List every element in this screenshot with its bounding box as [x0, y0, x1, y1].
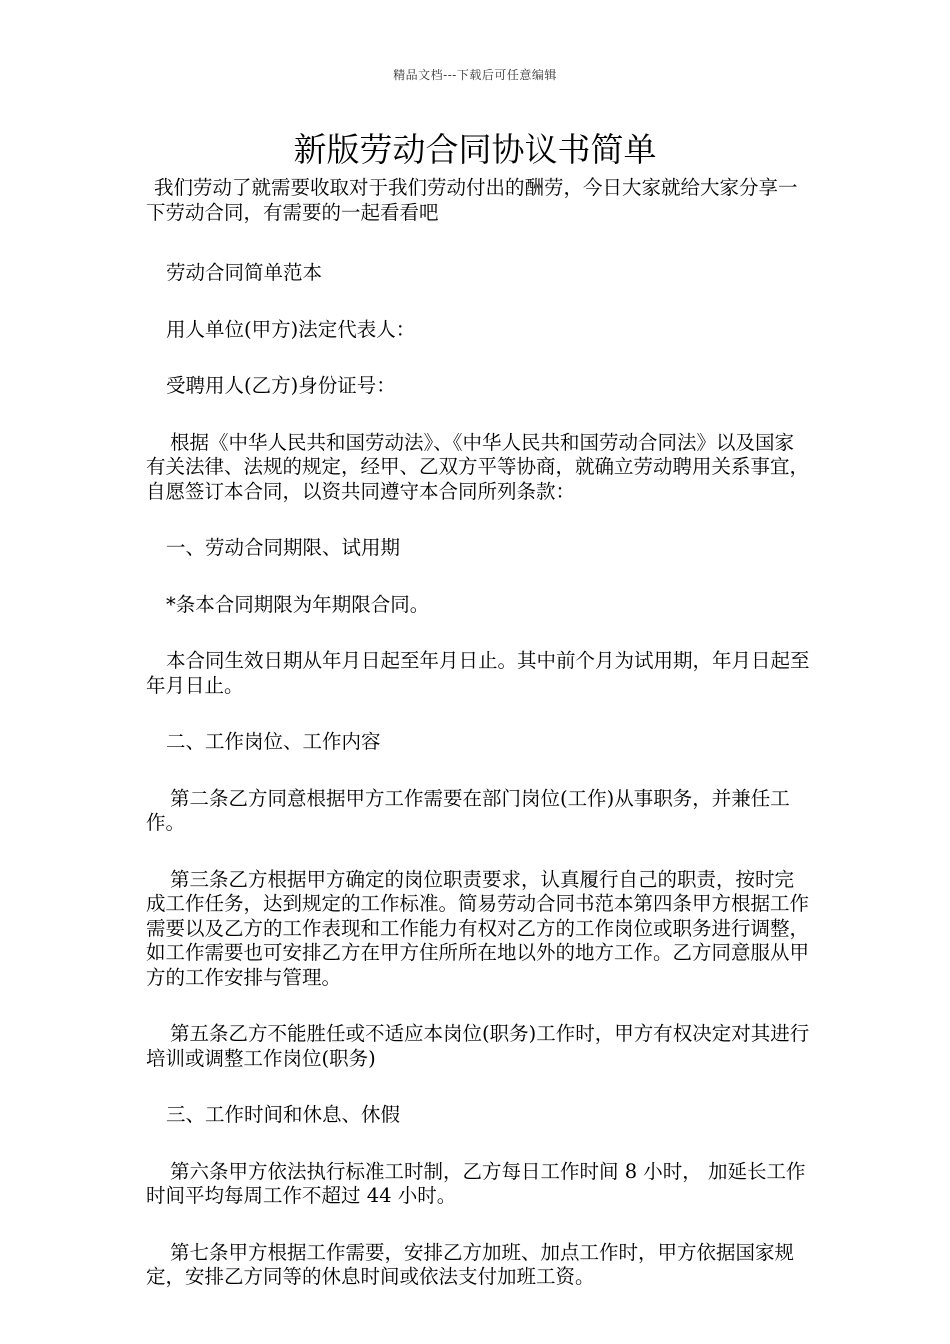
- header-note: 精品文档---下载后可任意编辑: [393, 68, 557, 82]
- section-heading-2: 二、工作岗位、工作内容: [166, 730, 381, 753]
- clause-3-4: 第三条乙方根据甲方确定的岗位职责要求，认真履行自己的职责，按时完成工作任务，达到规定的工作标准。简易劳动合同书范本第四条甲方根据工作需要以及乙方的工作表现和工作能力有权对乙方的工作岗位或职务进行调整，如工作需要也可安排乙方在甲方住所所在地以外的地方工作。乙方同意服从甲方的工作安排与管理。: [146, 867, 810, 989]
- clause-6: 第六条甲方依法执行标准工时制，乙方每日工作时间 8 小时， 加延长工作时间平均每周工作不超过 44 小时。: [146, 1159, 806, 1207]
- clause-2: 第二条乙方同意根据甲方工作需要在部门岗位(工作)从事职务，并兼任工作。: [146, 786, 790, 834]
- party-a-line: 用人单位(甲方)法定代表人：: [166, 317, 416, 341]
- document-title: 新版劳动合同协议书简单: [293, 130, 657, 169]
- clause-7: 第七条甲方根据工作需要，安排乙方加班、加点工作时，甲方依据国家规定，安排乙方同等的休息时间或依法支付加班工资。: [146, 1240, 795, 1288]
- clause-5: 第五条乙方不能胜任或不适应本岗位(职务)工作时，甲方有权决定对其进行培训或调整工作岗位(职务): [146, 1022, 810, 1070]
- intro-paragraph: 我们劳动了就需要收取对于我们劳动付出的酬劳，今日大家就给大家分享一下劳动合同，有需要的一起看看吧: [146, 176, 798, 224]
- section-heading-1: 一、劳动合同期限、试用期: [166, 536, 401, 559]
- document-body: [146, 176, 810, 1290]
- clause-1-detail: 本合同生效日期从年月日起至年月日止。其中前个月为试用期，年月日起至年月日止。: [146, 649, 810, 697]
- party-b-line: 受聘用人(乙方)身份证号：: [166, 374, 396, 397]
- section-heading-3: 三、工作时间和休息、休假: [166, 1103, 401, 1126]
- clause-1: *条本合同期限为年期限合同。: [166, 592, 430, 616]
- template-name: 劳动合同简单范本: [166, 261, 323, 284]
- basis-paragraph: 根据《中华人民共和国劳动法》、《中华人民共和国劳动合同法》以及国家有关法律、法规的规定，经甲、乙双方平等协商，就确立劳动聘用关系事宜，自愿签订本合同，以资共同遵守本合同所列条款：: [146, 430, 810, 503]
